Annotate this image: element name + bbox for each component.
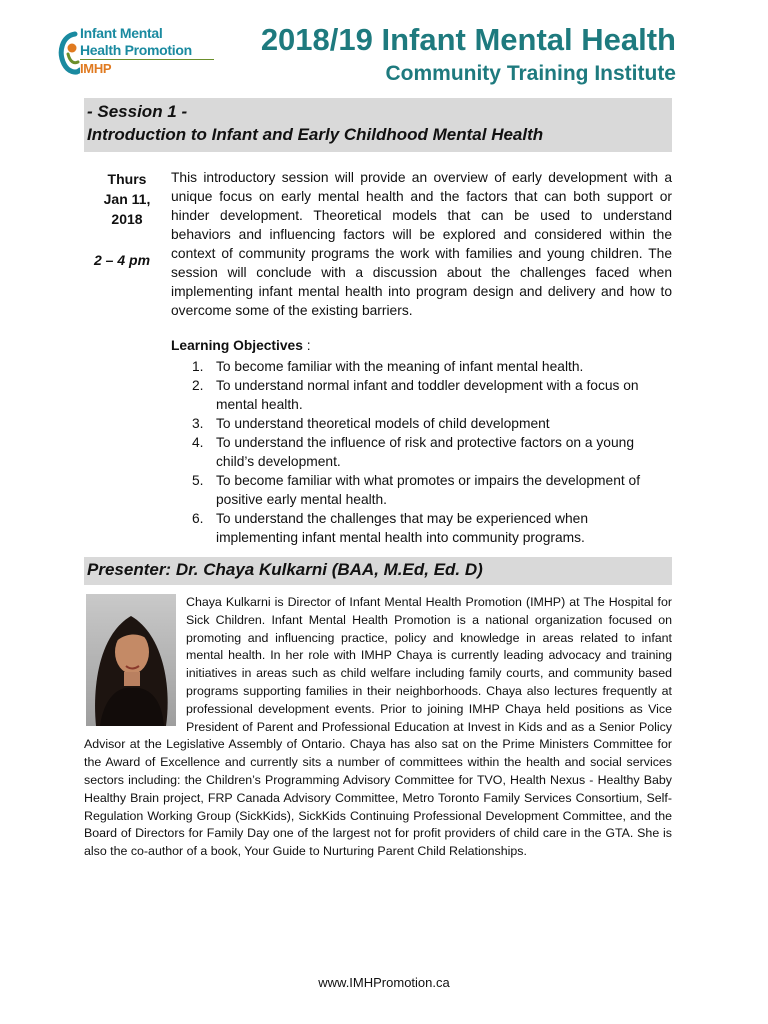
learning-objectives-list	[188, 357, 658, 547]
list-item	[188, 357, 658, 376]
list-item-number: 4.	[192, 435, 204, 450]
learning-objectives-colon: :	[302, 338, 311, 353]
list-item-text: To understand the influence of risk and protective factors on a young child’s development.	[216, 435, 634, 469]
list-item-number: 5.	[192, 473, 204, 488]
presenter-header	[84, 557, 672, 585]
list-item-number: 2.	[192, 378, 204, 393]
logo-text-line2: Health Promotion	[80, 42, 192, 58]
list-item	[188, 509, 658, 547]
presenter-heading: Presenter: Dr. Chaya Kulkarni (BAA, M.Ed, Ed. D)	[87, 560, 483, 579]
logo-text-abbrev: IMHP	[80, 61, 112, 76]
list-item	[188, 376, 658, 414]
imhp-logo	[58, 24, 218, 80]
list-item-text: To understand normal infant and toddler development with a focus on mental health.	[216, 378, 639, 412]
list-item-number: 3.	[192, 416, 204, 431]
list-item-text: To become familiar with the meaning of infant mental health.	[216, 359, 584, 374]
list-item	[188, 471, 658, 509]
page-title: 2018/19 Infant Mental Health	[260, 22, 676, 57]
list-item-number: 6.	[192, 511, 204, 526]
logo-divider	[80, 59, 214, 60]
logo-text-line1: Infant Mental	[80, 25, 163, 41]
list-item	[188, 433, 658, 471]
presenter-photo	[86, 594, 176, 726]
session-year: 2018	[111, 211, 143, 227]
list-item-number: 1.	[192, 359, 204, 374]
session-description: This introductory session will provide an overview of early development with a unique focus on early mental health and the factors that can both support or hinder development. Theoretical models that can be used to understand behaviors and influencing factors will be explored and considered within the context of community programs the work with families and young children. The session will conclude with a discussion about the challenges faced when implementing infant mental health into program design and delivery and how to overcome some of the existing barriers.	[171, 170, 672, 318]
list-item	[188, 414, 658, 433]
list-item-text: To understand theoretical models of child development	[216, 416, 550, 431]
session-number: - Session 1 -	[87, 102, 188, 121]
footer-url[interactable]: www.IMHPromotion.ca	[318, 975, 450, 990]
list-item-text: To understand the challenges that may be experienced when implementing infant mental health into community programs.	[216, 511, 588, 545]
logo-swirl-icon	[58, 24, 80, 80]
session-header	[84, 98, 672, 152]
learning-objectives-label: Learning Objectives	[171, 338, 303, 353]
presenter-bio: Chaya Kulkarni is Director of Infant Mental Health Promotion (IMHP) at The Hospital for Sick Children. Infant Mental Health Promotion is a national organization focused on promoting and influencing practice, policy and knowledge in areas related to infant mental health. In her role with IMHP Chaya is currently leading advocacy and training initiatives in areas such as child welfare including family courts, and community based programs supporting families in their neighborhoods. Chaya also lectures frequently at professional development events. Prior to joining IMHP Chaya held positions as Vice President of Parent and Professional Education at Invest in Kids and as a Senior Policy Advisor at the Legislative Assembly of Ontario. Chaya has also sat on the Prime Ministers Committee for the Award of Excellence and currently sits a number of committees within the health and social services sectors including: the Children’s Programming Advisory Committee for TVO, Health Nexus - Healthy Baby Healthy Brain project, FRP Canada Advisory Committee, Metro Toronto Family Services Consortium, Self-Regulation Working Group (SickKids), SickKids Continuing Professional Development Committee, and the Board of Directors for Family Day one of the largest not for profit providers of child care in the GTA. She is also the co-author of a book, Your Guide to Nurturing Parent Child Relationships.	[84, 595, 672, 859]
learning-objectives-heading	[171, 338, 311, 353]
session-day: Thurs	[107, 171, 147, 187]
list-item-text: To become familiar with what promotes or impairs the development of positive early mental health.	[216, 473, 641, 507]
session-time: 2 – 4 pm	[94, 252, 151, 268]
page-subtitle: Community Training Institute	[385, 62, 676, 85]
session-date: Jan 11,	[103, 191, 151, 207]
session-title: Introduction to Infant and Early Childhood Mental Health	[87, 125, 544, 144]
